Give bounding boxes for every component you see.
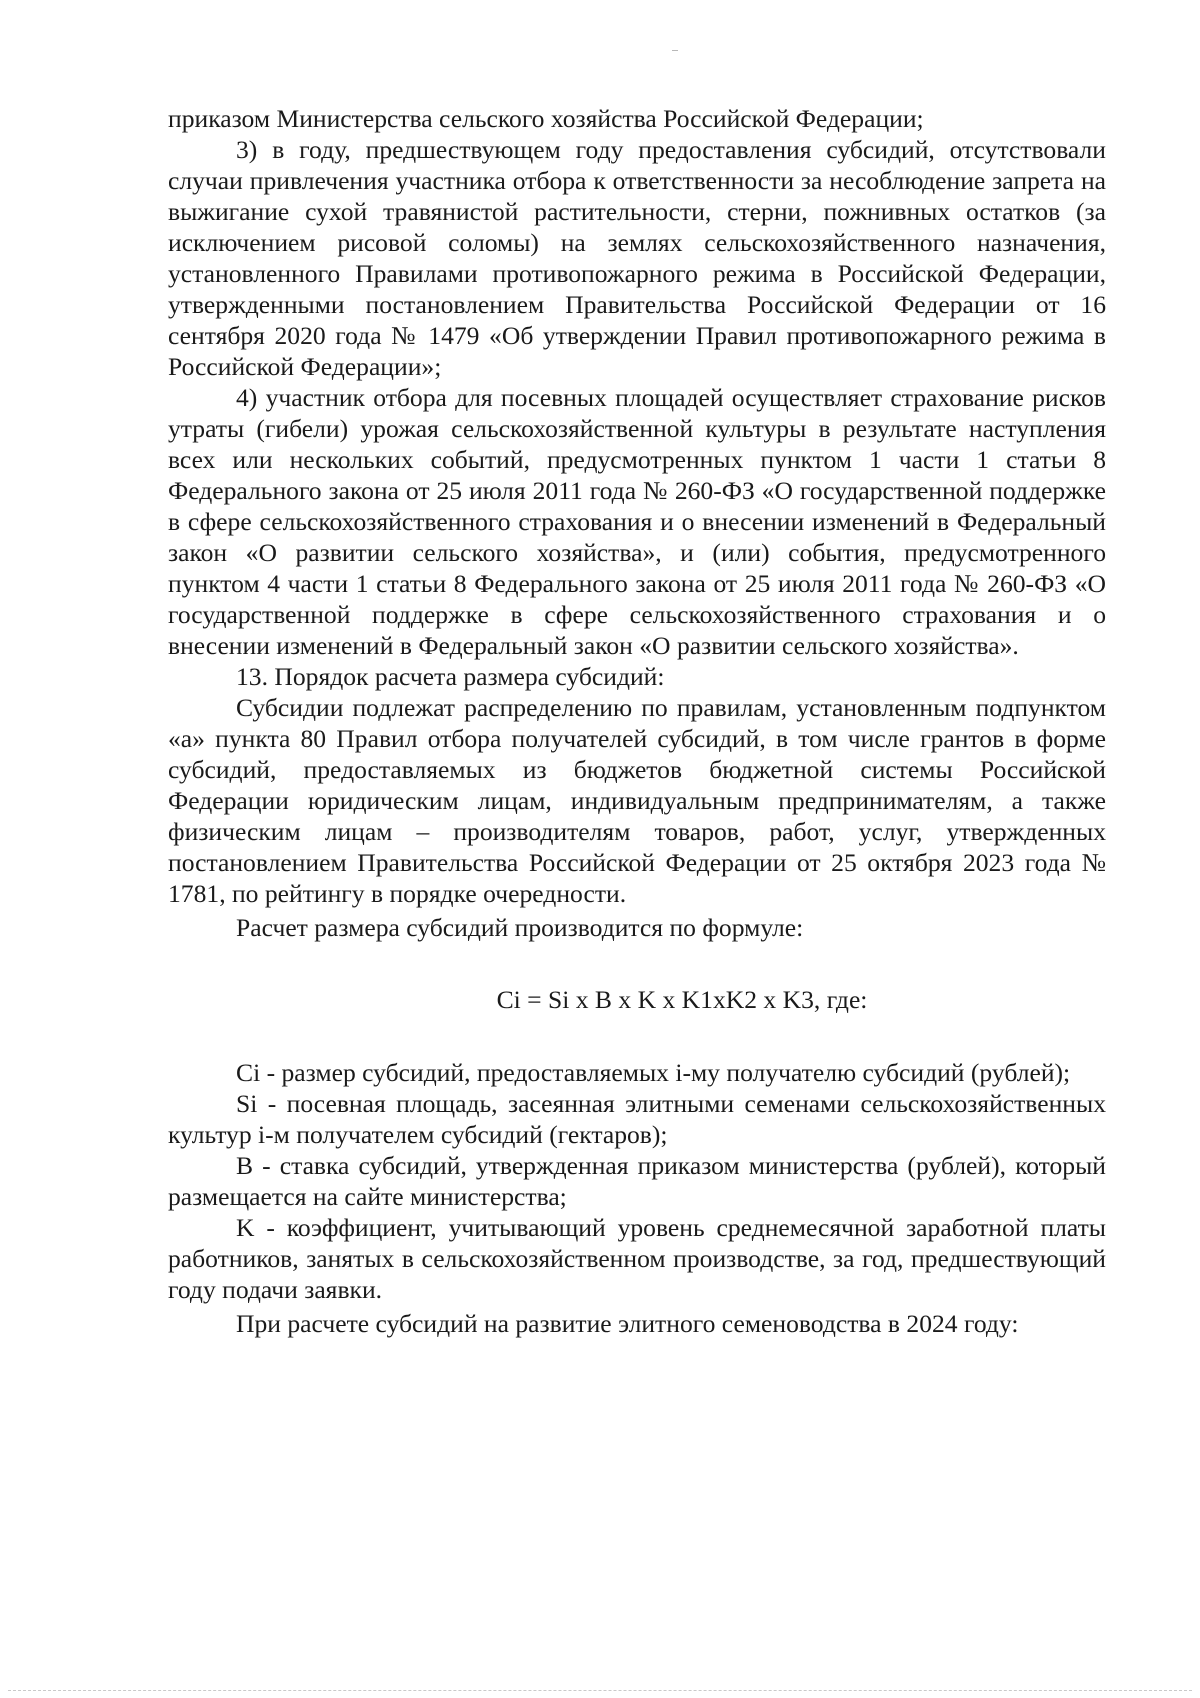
paragraph-formula-intro: Расчет размера субсидий производится по формуле: [236,913,804,942]
paragraph-2024-calculation: При расчете субсидий на развитие элитного семеноводства в 2024 году: [236,1309,1019,1338]
subsidy-formula: Ci = Si x B x K x K1xK2 x K3, где: [496,985,868,1014]
definition-si: Si - посевная площадь, засеянная элитными семенами сельскохозяйственных культур i-м получателем субсидий (гектаров); [168,1089,1106,1149]
paragraph-item-3: 3) в году, предшествующем году предоставления субсидий, отсутствовали случаи привлечения участника отбора к ответственности за несоблюдение запрета на выжигание сухой травянистой растительности, стерни, пожнивных остатков (за исключением рисовой соломы) на землях сельскохозяйственного назначения, установленного Правилами противопожарного режима в Российской Федерации, утвержденными постановлением Правительства Российской Федерации от 16 сентября 2020 года № 1479 «Об утверждении Правил противопожарного режима в Российской Федерации»; [168,135,1106,381]
definition-ci: Ci - размер субсидий, предоставляемых i-му получателю субсидий (рублей); [236,1058,1071,1087]
paragraph-order-ref: приказом Министерства сельского хозяйства Российской Федерации; [168,104,924,133]
scan-mark [672,50,678,51]
document-body [168,103,1106,1339]
definition-k: K - коэффициент, учитывающий уровень среднемесячной заработной платы работников, занятых в сельскохозяйственном производстве, за год, предшествующий году подачи заявки. [168,1213,1106,1304]
paragraph-distribution-rules: Субсидии подлежат распределению по правилам, установленным подпунктом «а» пункта 80 Правил отбора получателей субсидий, в том числе грантов в форме субсидий, предоставляемых из бюджетов бюджетной системы Российской Федерации юридическим лицам, индивидуальным предпринимателям, а также физическим лицам – производителям товаров, работ, услуг, утвержденных постановлением Правительства Российской Федерации от 25 октября 2023 года № 1781, по рейтингу в порядке очередности. [168,693,1106,908]
section-13-heading: 13. Порядок расчета размера субсидий: [236,662,665,691]
definition-b: B - ставка субсидий, утвержденная приказом министерства (рублей), который размещается на сайте министерства; [168,1151,1106,1211]
paragraph-item-4: 4) участник отбора для посевных площадей осуществляет страхование рисков утраты (гибели) урожая сельскохозяйственной культуры в результате наступления всех или нескольких событий, предусмотренных пунктом 1 части 1 статьи 8 Федерального закона от 25 июля 2011 года № 260-ФЗ «О государственной поддержке в сфере сельскохозяйственного страхования и о внесении изменений в Федеральный закон «О развитии сельского хозяйства», и (или) события, предусмотренного пунктом 4 части 1 статьи 8 Федерального закона от 25 июля 2011 года № 260-ФЗ «О государственной поддержке в сфере сельскохозяйственного страхования и о внесении изменений в Федеральный закон «О развитии сельского хозяйства». [168,383,1106,660]
scan-bottom-edge [8,1690,1192,1691]
